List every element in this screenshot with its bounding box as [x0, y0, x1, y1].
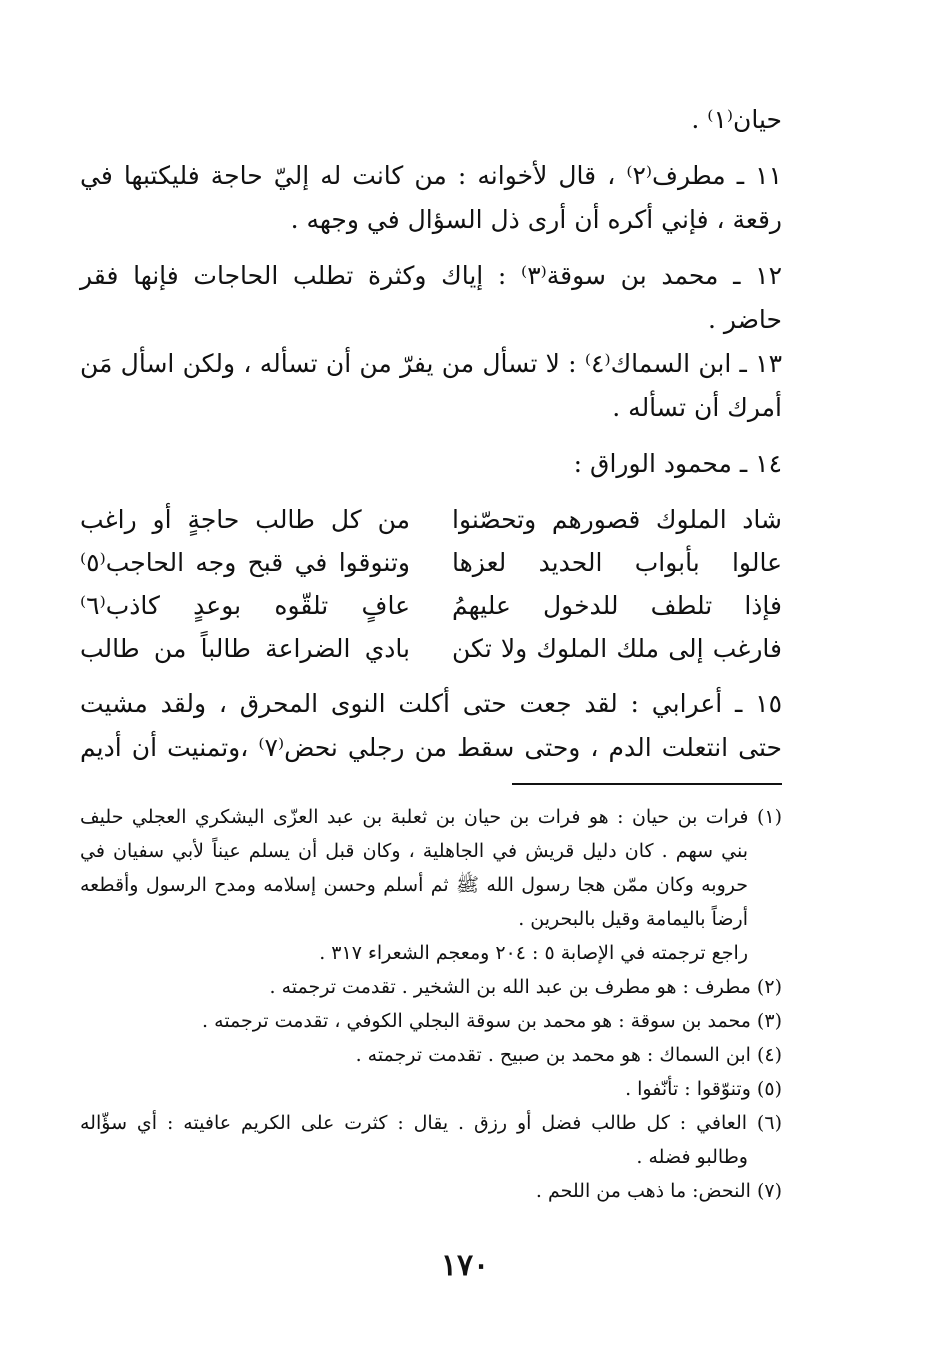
text-line: أمرك أن تسأله .	[612, 393, 782, 422]
footnote-line: (١) فرات بن حيان : هو فرات بن حيان بن ثعلبة بن عبد العزّى اليشكري العجلي حليف	[80, 806, 782, 828]
poem-verse	[80, 627, 782, 670]
poem-verse	[80, 541, 782, 584]
footnote-line: وطالبو فضله .	[636, 1146, 748, 1168]
footnote-6	[80, 1106, 782, 1174]
footnote-line: حروبه وكان ممّن هجا رسول الله ﷺ ثم أسلم وحسن إسلامه ومدح الرسول وأقطعه	[80, 874, 748, 896]
verse-first-hemistich: شاد الملوك قصورهم وتحصّنوا	[452, 505, 782, 534]
text-line: حتى انتعلت الدم ، وحتى سقط من رجلي نحض⁽٧⁾ ،وتمنيت أن أديم	[80, 733, 782, 762]
entry-14-heading: ١٤ ـ محمود الوراق :	[573, 449, 782, 478]
footnote-7: (٧) النحض: ما ذهب من اللحم .	[535, 1180, 782, 1202]
footnote-1	[80, 800, 782, 970]
verse-first-hemistich: فارغب إلى ملك الملوك ولا تكن	[452, 634, 782, 663]
verse-first-hemistich: عالوا بأبواب الحديد لعزها	[452, 548, 782, 577]
footnote-line: أرضاً باليمامة وقيل بالبحرين .	[518, 908, 748, 930]
text-line: حاضر .	[708, 305, 782, 334]
poem-verse	[80, 498, 782, 541]
page-number: ١٧٠	[440, 1248, 490, 1283]
footnote-3: (٣) محمد بن سوقة : هو محمد بن سوقة البجلي الكوفي ، تقدمت ترجمته .	[202, 1010, 782, 1032]
footnote-line: بني سهم . كان دليل قريش في الجاهلية ، وكان قبل أن يسلم عيناً لأبي سفيان في	[80, 840, 748, 862]
entry-12	[80, 254, 782, 342]
text-line: ١٥ ـ أعرابي : لقد جعت حتى أكلت النوى المحرق ، ولقد مشيت	[80, 689, 782, 718]
text-line: ١٣ ـ ابن السماك⁽٤⁾ : لا تسأل من يفرّ من أن تسأله ، ولكن اسأل مَن	[80, 349, 782, 378]
poem	[80, 498, 782, 670]
entry-15	[80, 682, 782, 770]
footnote-2: (٢) مطرف : هو مطرف بن عبد الله بن الشخير . تقدمت ترجمته .	[269, 976, 782, 998]
footnotes	[80, 800, 782, 1208]
verse-second-hemistich: بادي الضراعة طالباً من طالب	[80, 634, 410, 663]
footnote-line: (٦) العافي : كل طالب فضل أو رزق . يقال : كثرت على الكريم عافيته : أي سؤّاله	[80, 1112, 782, 1134]
footnote-line: راجع ترجمته في الإصابة ٥ : ٢٠٤ ومعجم الشعراء ٣١٧ .	[319, 942, 748, 964]
main-text	[80, 98, 782, 770]
verse-first-hemistich: فإذا تلطف للدخول عليهمُ	[452, 591, 782, 620]
text-line: ١٢ ـ محمد بن سوقة⁽٣⁾ : إياك وكثرة تطلب الحاجات فإنها فقر	[80, 261, 783, 290]
footnote-separator	[512, 783, 782, 785]
text-line: ١١ ـ مطرف⁽٢⁾ ، قال لأخوانه : من كانت له إليّ حاجة فليكتبها في	[80, 161, 782, 190]
entry-11	[80, 154, 782, 242]
text-line: رقعة ، فإني أكره أن أرى ذل السؤال في وجهه .	[290, 205, 782, 234]
verse-second-hemistich: عافٍ تلقّوه بوعدٍ كاذب⁽٦⁾	[80, 591, 410, 620]
verse-second-hemistich: وتنوقوا في قبح وجه الحاجب⁽٥⁾	[80, 548, 410, 577]
poem-verse	[80, 584, 782, 627]
verse-second-hemistich: من كل طالب حاجةٍ أو راغب	[80, 505, 410, 534]
footnote-5: (٥) وتنوّقوا : تأنّفوا .	[625, 1078, 782, 1100]
footnote-4: (٤) ابن السماك : هو محمد بن صبيح . تقدمت ترجمته .	[355, 1044, 782, 1066]
entry-13	[80, 342, 782, 430]
text-line: حيان⁽١⁾ .	[691, 105, 782, 134]
